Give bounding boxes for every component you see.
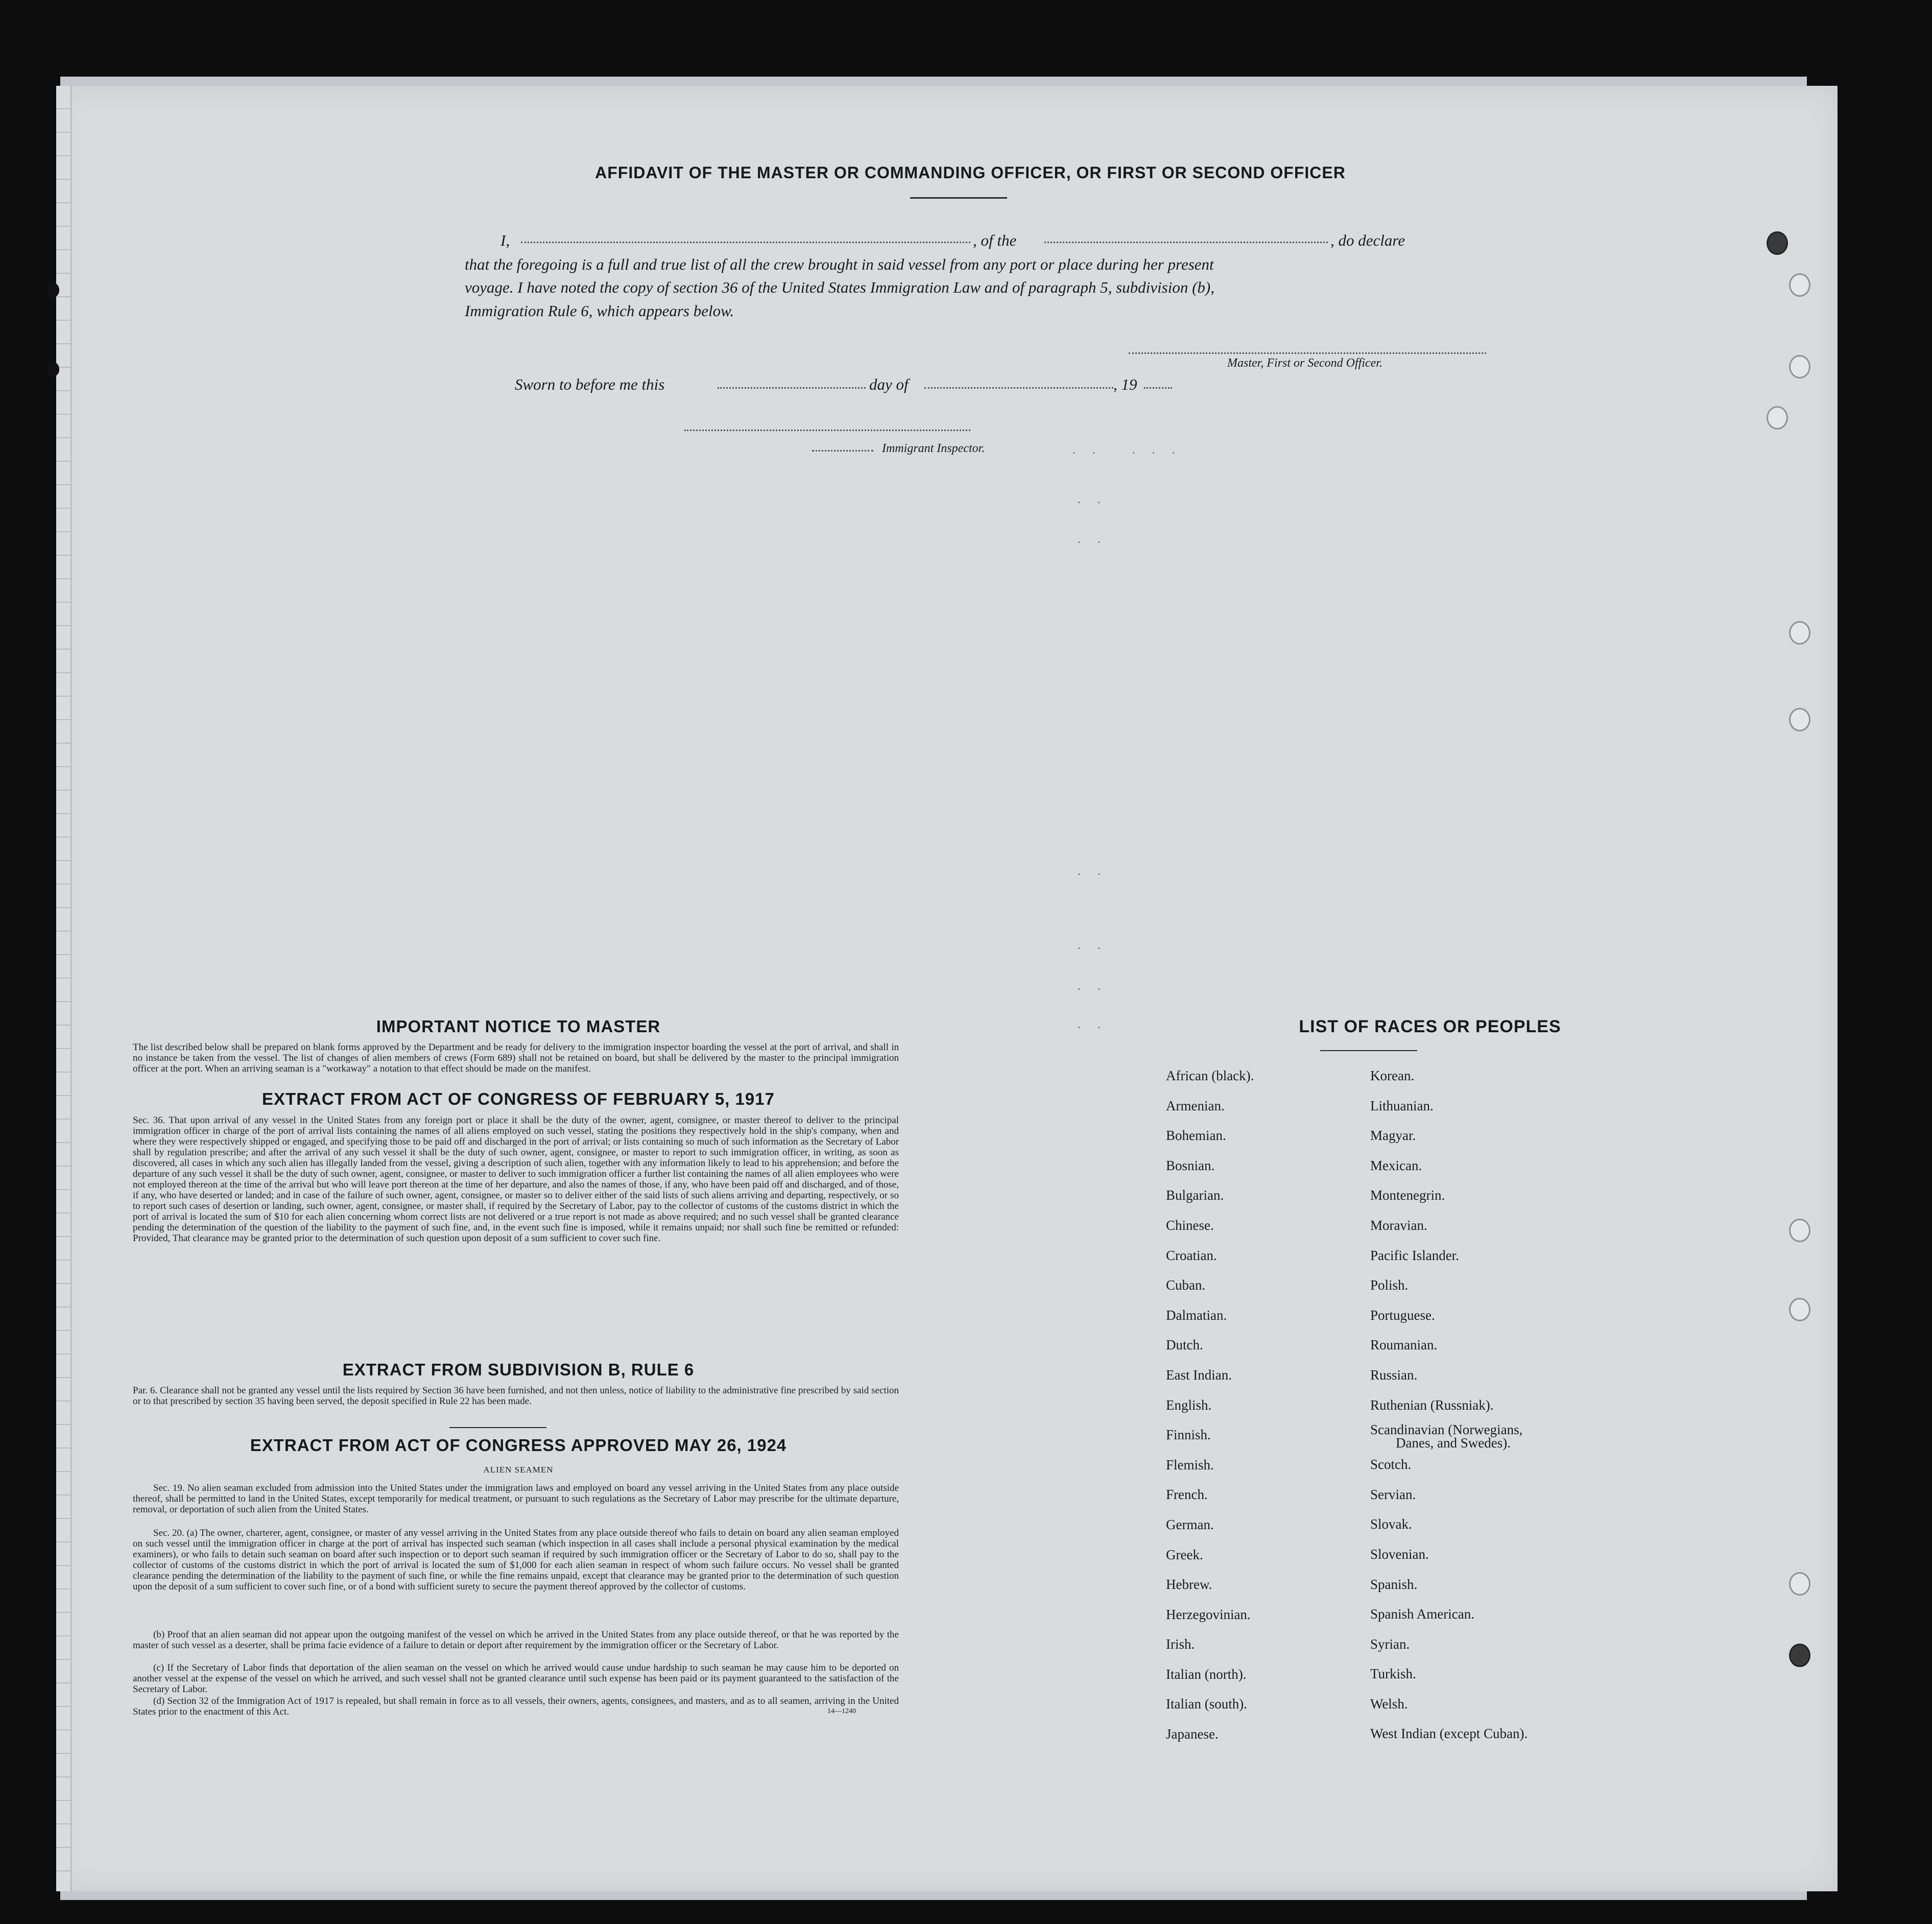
form-number: 14—1240 xyxy=(827,1707,856,1715)
master-name-field[interactable] xyxy=(521,242,970,243)
extract-1917-title: EXTRACT FROM ACT OF CONGRESS OF FEBRUARY 5, 1917 xyxy=(262,1089,775,1108)
inspector-label: Immigrant Inspector. xyxy=(882,442,985,455)
race-item: Ruthenian (Russniak). xyxy=(1370,1397,1494,1413)
punch-hole-icon xyxy=(1789,1572,1810,1596)
race-item: Dutch. xyxy=(1166,1337,1203,1353)
race-item: Magyar. xyxy=(1370,1128,1416,1144)
punch-hole-icon xyxy=(1789,1219,1810,1242)
race-item: Russian. xyxy=(1370,1367,1418,1383)
extract-1924-sec19: Sec. 19. No alien seaman excluded from admission into the United States under the immigration laws and employed on board any vessel arriving in the United States from any place outside thereof, shall be permitted to land in the United States, except temporarily for medical treatment, or pursuant to such regulations as the Secretary of Labor may prescribe for the ultimate departure, removal, or deportation of such alien from the United States. xyxy=(133,1483,899,1515)
affidavit-title: AFFIDAVIT OF THE MASTER OR COMMANDING OFFICER, OR FIRST OR SECOND OFFICER xyxy=(595,163,1346,182)
race-item: African (black). xyxy=(1166,1068,1254,1083)
sworn-day-field[interactable] xyxy=(718,387,866,389)
title-rule xyxy=(910,197,1007,199)
punch-hole-icon xyxy=(1789,273,1810,297)
race-item: Italian (south). xyxy=(1166,1696,1247,1712)
race-item: Mexican. xyxy=(1370,1157,1422,1173)
race-item: Polish. xyxy=(1370,1277,1409,1293)
race-item: Korean. xyxy=(1370,1068,1415,1083)
notice-text: The list described below shall be prepared on blank forms approved by the Department and be ready for delivery to the immigration inspector boarding the vessel at the port of arrival, and shall in no instance be taken from the vessel. The list of changes of alien members of crews (Form 689) shall not be retained on board, but shall be delivered by the master to the principal immigration officer at the port. When an arriving seaman is a "workaway" a notation to that effect should be made on the manifest. xyxy=(133,1042,899,1074)
punch-hole-icon xyxy=(1789,1644,1810,1667)
race-item: Lithuanian. xyxy=(1370,1098,1434,1113)
extract-rule6-text: Par. 6. Clearance shall not be granted any vessel until the lists required by Section 36 have been furnished, and not then unless, notice of liability to the administrative fine prescribed by said section or to that prescribed by section 35 having been served, the deposit specified in Rule 22 has been made. xyxy=(133,1385,899,1407)
inspector-signature-dots xyxy=(812,450,873,452)
race-item: Servian. xyxy=(1370,1486,1416,1502)
extract-1924-sec20d: (d) Section 32 of the Immigration Act of 1917 is repealed, but shall remain in force as to all vessels, their owners, agents, consignees, and masters, and as to all seamen, arriving in the United States prior to the enactment of this Act. xyxy=(133,1696,899,1717)
race-item: Spanish American. xyxy=(1370,1606,1474,1622)
race-item: Spanish. xyxy=(1370,1576,1418,1592)
race-item: Japanese. xyxy=(1166,1726,1219,1742)
punch-hole-icon xyxy=(1789,708,1810,731)
master-signature-field[interactable] xyxy=(1129,352,1486,354)
race-item: Chinese. xyxy=(1166,1217,1214,1233)
faint-marks: . . xyxy=(1078,865,1108,877)
faint-marks: . . . . . xyxy=(1072,443,1182,456)
race-item: Italian (north). xyxy=(1166,1666,1247,1682)
race-item: Bohemian. xyxy=(1166,1128,1226,1144)
race-item: Bosnian. xyxy=(1166,1157,1215,1173)
extract-1917-text: Sec. 36. That upon arrival of any vessel in the United States from any foreign port or place it shall be the duty of the owner, agent, consignee, or master thereof to deliver to the principal immigration officer in charge of the port of arrival lists containing the names of all aliens employed on such vessel, stating the positions they respectively hold in the ship's company, when and where they were respectively shipped or engaged, and specifying those to be paid off and discharged in the port of arrival; or lists containing so much of such information as the Secretary of Labor shall by regulation prescribe; and after the arrival of any such vessel it shall be the duty of such owner, agent, consignee, or master to report to such immigration officer, in writing, as soon as discovered, all cases in which any such alien has illegally landed from the vessel, giving a description of such alien, together with any information likely to lead to his apprehension; and before the departure of any such vessel it shall be the duty of such owner, agent, consignee, or master to deliver to such immigration officer a further list containing the names of all alien employees who were not employed thereon at the time of the arrival but who will leave port thereon at the time of her departure, and also the names of those, if any, who have been paid off and discharged, and of those, if any, who have deserted or landed; and in case of the failure of such owner, agent, consignee, or master so to deliver either of the said lists of such aliens arriving and departing, respectively, or so to report such cases of desertion or landing, such owner, agent, consignee, or master shall, if required by the Secretary of Labor, pay to the collector of customs of the customs district in which the port of arrival is located the sum of $10 for each alien concerning whom correct lists are not delivered or a true report is not made as above required; and no such vessel shall be granted clearance pending the determination of the question of the liability to the payment of such fine, and, in the event such fine is imposed, while it remains unpaid; nor shall such fine be remitted or refunded: Provided, That clearance may be granted prior to the determination of such question upon deposit of a sum sufficient to cover such fine. xyxy=(133,1115,899,1244)
decl-of-the: , of the xyxy=(973,231,1017,249)
punch-hole-icon xyxy=(1789,621,1810,645)
master-signature-label: Master, First or Second Officer. xyxy=(1227,357,1382,370)
race-item: Slovenian. xyxy=(1370,1546,1429,1562)
decl-line-4: Immigration Rule 6, which appears below. xyxy=(465,302,734,320)
race-item: French. xyxy=(1166,1487,1208,1503)
inspector-signature-field[interactable] xyxy=(684,430,970,431)
race-item: Irish. xyxy=(1166,1636,1195,1652)
extract-1924-title: EXTRACT FROM ACT OF CONGRESS APPROVED MAY 26, 1924 xyxy=(250,1436,787,1455)
extract-1924-sec20b: (b) Proof that an alien seaman did not appear upon the outgoing manifest of the vessel on which he arrived in the United States from any place outside thereof, or that he was reported by the master of such vessel as a deserter, shall be prima facie evidence of a failure to detain or deport after requirement by the immigration officer or the Secretary of Labor. xyxy=(133,1629,899,1651)
race-item: Danes, and Swedes). xyxy=(1396,1435,1511,1451)
races-right-column xyxy=(1370,1061,1528,1749)
faint-marks: . . xyxy=(1078,493,1108,506)
faint-marks: . . xyxy=(1078,980,1108,992)
races-left-column xyxy=(1166,1061,1254,1749)
faint-marks: . . xyxy=(1078,533,1108,545)
punch-hole-icon xyxy=(1767,231,1788,255)
sworn-year-field[interactable] xyxy=(1144,387,1172,389)
race-item: Armenian. xyxy=(1166,1098,1225,1113)
sworn-day-of: day of xyxy=(869,375,909,393)
race-item: German. xyxy=(1166,1516,1214,1532)
sworn-prefix: Sworn to before me this xyxy=(515,375,665,393)
race-item: Scotch. xyxy=(1370,1457,1412,1472)
race-item: Welsh. xyxy=(1370,1696,1408,1712)
extract-1924-sec20c: (c) If the Secretary of Labor finds that deportation of the alien seaman on the vessel on which he arrived would cause undue hardship to such seaman he may cause him to be deported on another vessel at the expense of the vessel on which he arrived, and such vessel shall not be granted clearance until such expense has been paid or its payment guaranteed to the satisfaction of the Secretary of Labor. xyxy=(133,1662,899,1695)
race-item: Greek. xyxy=(1166,1547,1203,1562)
extract-1924-sec20a: Sec. 20. (a) The owner, charterer, agent, consignee, or master of any vessel arriving in the United States from any place outside thereof who fails to detain on board any alien seaman employed on such vessel until the immigration officer in charge at the port of arrival has inspected such seaman (which inspection in all cases shall include a personal physical examination by the medical examiners), or who fails to detain such seaman on board after such inspection or to deport such seaman if required by such immigration officer or the Secretary of Labor to do so, shall pay to the collector of customs of the customs district in which the port of arrival is located the sum of $1,000 for each alien seaman in respect of whom such failure occurs. No vessel shall be granted clearance pending the determination of the liability to the payment of such fine, or while the fine remains unpaid, except that clearance may be granted prior to the determination of such question upon the deposit of a sum sufficient to cover such fine, or of a bond with sufficient surety to secure the payment thereof approved by the collector of customs. xyxy=(133,1528,899,1592)
race-item: Herzegovinian. xyxy=(1166,1606,1251,1622)
decl-do-declare: , do declare xyxy=(1330,231,1405,249)
race-item: Scandinavian (Norwegians, xyxy=(1370,1422,1523,1438)
race-item: East Indian. xyxy=(1166,1367,1232,1383)
extract-rule6-title: EXTRACT FROM SUBDIVISION B, RULE 6 xyxy=(342,1360,695,1379)
sworn-year: , 19 xyxy=(1113,375,1137,393)
faint-marks: . . xyxy=(1078,939,1108,952)
decl-line-3: voyage. I have noted the copy of section 36 of the United States Immigration Law and of paragraph 5, subdivision (b), xyxy=(465,278,1214,296)
faint-marks: . . xyxy=(1078,1018,1108,1031)
decl-i: I, xyxy=(500,231,510,249)
race-item: Croatian. xyxy=(1166,1247,1217,1263)
race-item: Montenegrin. xyxy=(1370,1187,1445,1203)
sworn-month-field[interactable] xyxy=(924,387,1113,389)
races-title: LIST OF RACES OR PEOPLES xyxy=(1299,1017,1561,1036)
race-item: Slovak. xyxy=(1370,1516,1412,1532)
punch-hole-icon xyxy=(1789,355,1810,378)
race-item: Finnish. xyxy=(1166,1427,1211,1443)
race-item: Moravian. xyxy=(1370,1217,1427,1233)
punch-hole-icon xyxy=(1767,406,1788,430)
race-item: Turkish. xyxy=(1370,1666,1416,1682)
race-item: Bulgarian. xyxy=(1166,1187,1224,1203)
race-item: Syrian. xyxy=(1370,1636,1410,1652)
extract-1924-subtitle: ALIEN SEAMEN xyxy=(483,1465,554,1475)
vessel-name-field[interactable] xyxy=(1044,242,1328,243)
race-item: Roumanian. xyxy=(1370,1337,1438,1353)
form-page xyxy=(56,86,1838,1891)
section-rule xyxy=(449,1427,546,1428)
race-item: Pacific Islander. xyxy=(1370,1247,1459,1263)
race-item: Flemish. xyxy=(1166,1457,1214,1472)
race-item: Cuban. xyxy=(1166,1277,1206,1293)
race-item: Dalmatian. xyxy=(1166,1307,1227,1323)
notice-title: IMPORTANT NOTICE TO MASTER xyxy=(376,1017,661,1036)
race-item: Portuguese. xyxy=(1370,1307,1435,1323)
races-title-rule xyxy=(1320,1050,1417,1051)
punch-hole-icon xyxy=(1789,1298,1810,1321)
decl-line-2: that the foregoing is a full and true list of all the crew brought in said vessel from any port or place during her present xyxy=(465,255,1214,273)
race-item: Hebrew. xyxy=(1166,1577,1212,1593)
race-item: English. xyxy=(1166,1397,1212,1413)
race-item: West Indian (except Cuban). xyxy=(1370,1726,1528,1742)
ruled-margin-strip xyxy=(56,86,71,1891)
